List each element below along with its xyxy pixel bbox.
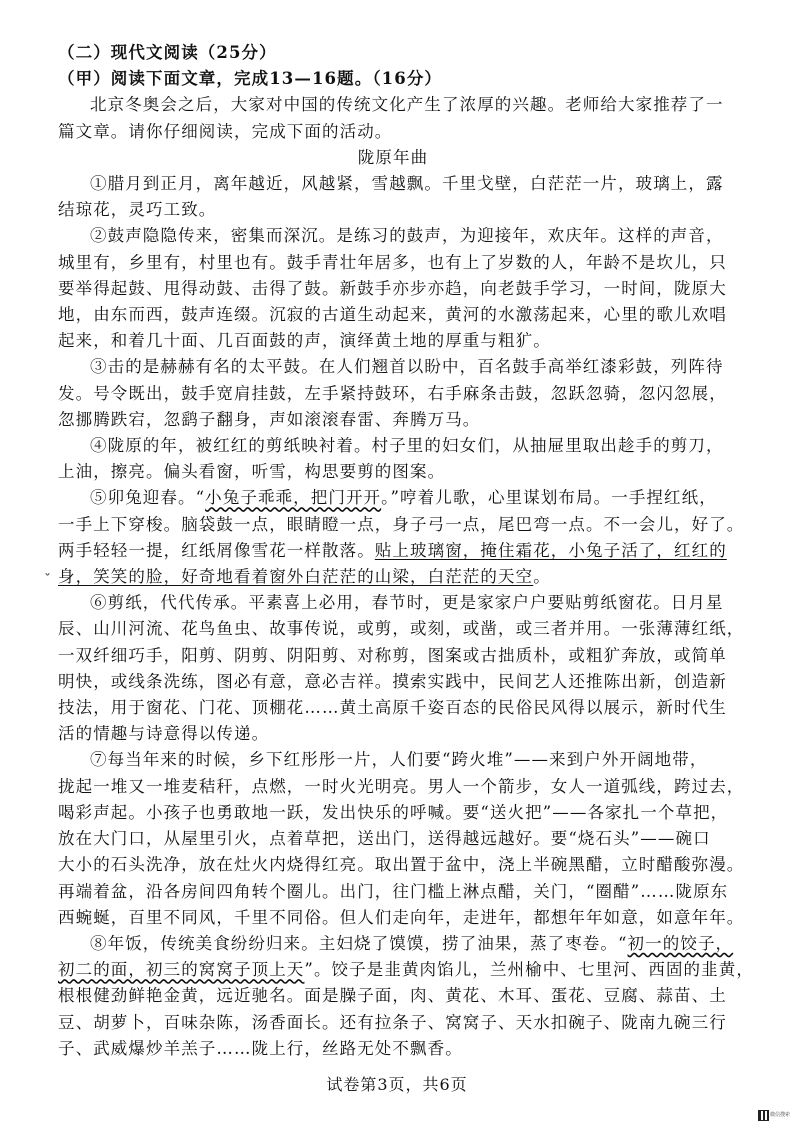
paragraph-line: 放在大门口，从屋里引火，点着草把，送出门，送得越远越好。要“烧石头”——碗口 <box>58 829 711 849</box>
underlined-text: 初一的饺子， <box>627 933 734 953</box>
paragraph-line: 地，由东而西，鼓声连缀。沉寂的古道生动起来，黄河的水激荡起来，心里的歌儿欢唱 <box>58 305 727 325</box>
paragraph-line <box>58 931 734 957</box>
article-title: 陇原年曲 <box>357 147 429 167</box>
paragraph-line: 根根健劲鲜艳金黄，远近驰名。面是臊子面，肉、黄花、木耳、蛋花、豆腐、蒜苗、土 <box>58 986 727 1006</box>
paragraph-line: 再端着盆，沿各房间四角转个圈儿。出门，往门槛上淋点醋，关门，“圈醋”……陇原东 <box>58 881 729 901</box>
reading-section <box>58 40 754 1062</box>
paragraph-line <box>58 957 754 983</box>
paragraph-line: 喝彩声起。小孩子也勇敢地一跃，发出快乐的呼喊。要“送火把”——各家扎一个草把， <box>58 802 729 822</box>
underlined-text: 初二的面，初三的窝窝子顶上天 <box>58 960 305 980</box>
paragraph-line: 要举得起鼓、甩得动鼓、击得了鼓。新鼓手亦步亦趋，向老鼓手学习，一时间，陇原大 <box>58 278 727 298</box>
scan-mark: ˇ <box>44 572 51 588</box>
paragraph-line: 结琼花，灵巧工致。 <box>58 200 217 220</box>
paragraph-line: ①腊月到正月，离年越近，风越紧，雪越飘。千里戈壁，白茫茫一片，玻璃上，露 <box>90 174 724 194</box>
paragraph-line: 辰、山川河流、花鸟鱼虫、故事传说，或剪，或刻，或凿，或三者并用。一张薄薄红纸， <box>58 619 745 639</box>
text-segment: ”。饺子是韭黄肉馅儿，兰州榆中、七里河、西固的韭黄， <box>304 960 754 980</box>
paragraph-line: 城里有，乡里有，村里也有。鼓手青壮年居多，也有上了岁数的人，年龄不是坎儿，只 <box>58 252 727 272</box>
paragraph-line: 大小的石头洗净，放在灶火内烧得红亮。取出置于盆中，浇上半碗黑醋，立时醋酸弥漫。 <box>58 855 745 875</box>
text-segment: 。 <box>533 567 551 587</box>
paragraph-line: 发。号令既出，鼓手宽肩挂鼓，左手紧持鼓环，右手麻条击鼓，忽跃忽骑，忽闪忽展， <box>58 383 727 403</box>
underlined-text: 小兔子乖乖，把门开开 <box>205 488 382 508</box>
paragraph-line: 技法，用于窗花、门花、顶棚花……黄土高原千姿百态的民俗民风得以展示，新时代生 <box>58 698 727 718</box>
paragraph-line: 明快，或线条洗练，图必有意，意必吉祥。摸索实践中，民间艺人还推陈出新，创造新 <box>58 671 727 691</box>
paragraph-line: 西蜿蜒，百里不同风，千里不同俗。但人们走向年，走进年，都想年年如意，如意年年。 <box>58 907 745 927</box>
paragraph-line: ⑦每当年来的时候，乡下红彤彤一片，人们要“跨火堆”——来到户外开阔地带， <box>90 750 708 770</box>
underlined-text: 贴上玻璃窗，掩住霜花，小兔子活了，红红的 <box>374 540 727 560</box>
text-segment: ⑧年饭，传统美食纷纷归来。主妇烧了馍馍，捞了油果，蒸了枣卷。“ <box>90 933 628 953</box>
question-instruction: （甲）阅读下面文章，完成13—16题。（16分） <box>58 69 443 89</box>
paragraph-line: 一双纤细巧手，阳剪、阴剪、阴阳剪、对称剪，图案或古拙质朴，或粗犷奔放，或简单 <box>58 645 727 665</box>
page-footer: 试卷第3页，共6页 <box>326 1075 468 1094</box>
intro-line: 北京冬奥会之后，大家对中国的传统文化产生了浓厚的兴趣。老师给大家推荐了一 <box>90 95 724 115</box>
paragraph-line: 活的情趣与诗意得以传递。 <box>58 724 270 744</box>
paragraph-line: ②鼓声隐隐传来，密集而深沉。是练习的鼓声，为迎接年，欢庆年。这样的声音， <box>90 226 724 246</box>
qr-code-icon <box>758 1110 769 1121</box>
paragraph-line: ③击的是赫赫有名的太平鼓。在人们翘首以盼中，百名鼓手高举红漆彩鼓，列阵待 <box>90 357 724 377</box>
paragraph-line <box>58 538 727 564</box>
paragraph-line <box>58 485 718 511</box>
underlined-text: 身，笑笑的脸，好奇地看着窗外白茫茫的山梁，白茫茫的天空 <box>58 567 534 587</box>
text-segment: ⑤卯兔迎春。“ <box>90 488 206 508</box>
paragraph-line: 一手上下穿梭。脑袋鼓一点，眼睛瞪一点，身子弓一点，尾巴弯一点。不一会儿，好了。 <box>58 514 745 534</box>
paragraph-line: 豆、胡萝卜，百味杂陈，汤香面长。还有拉条子、窝窝子、天水扣碗子、陇南九碗三行 <box>58 1012 727 1032</box>
paragraph-line: ④陇原的年，被红红的剪纸映衬着。村子里的妇女们，从抽屉里取出趁手的剪刀， <box>90 436 724 456</box>
paragraph-line: 忽挪腾跌宕，忽鹞子翻身，声如滚滚春雷、奔腾万马。 <box>58 409 481 429</box>
paragraph-line: 拢起一堆又一堆麦秸秆，点燃，一时火光明亮。男人一个箭步，女人一道弧线，跨过去， <box>58 776 745 796</box>
text-segment: 两手轻轻一提，红纸屑像雪花一样散落。 <box>58 540 375 560</box>
paragraph-line: 上油，擦亮。偏头看窗，听雪，构思要剪的图案。 <box>58 462 446 482</box>
paragraph-line <box>58 564 718 590</box>
paragraph-line: ⑥剪纸，代代传承。平素喜上必用，春节时，更是家家户户要贴剪纸窗花。日月星 <box>90 593 724 613</box>
section-header: （二）现代文阅读（25分） <box>58 43 277 62</box>
watermark-text: 微信搜索 <box>770 1112 791 1118</box>
paragraph-line: 子、武威爆炒羊羔子……陇上行，丝路无处不飘香。 <box>58 1038 463 1058</box>
paragraph-line: 起来，和着几十面、几百面鼓的声，演绎黄土地的厚重与粗犷。 <box>58 331 551 351</box>
text-segment: 。”哼着儿歌，心里谋划布局。一手捏红纸， <box>381 488 717 508</box>
intro-line: 篇文章。请你仔细阅读，完成下面的活动。 <box>58 121 393 141</box>
